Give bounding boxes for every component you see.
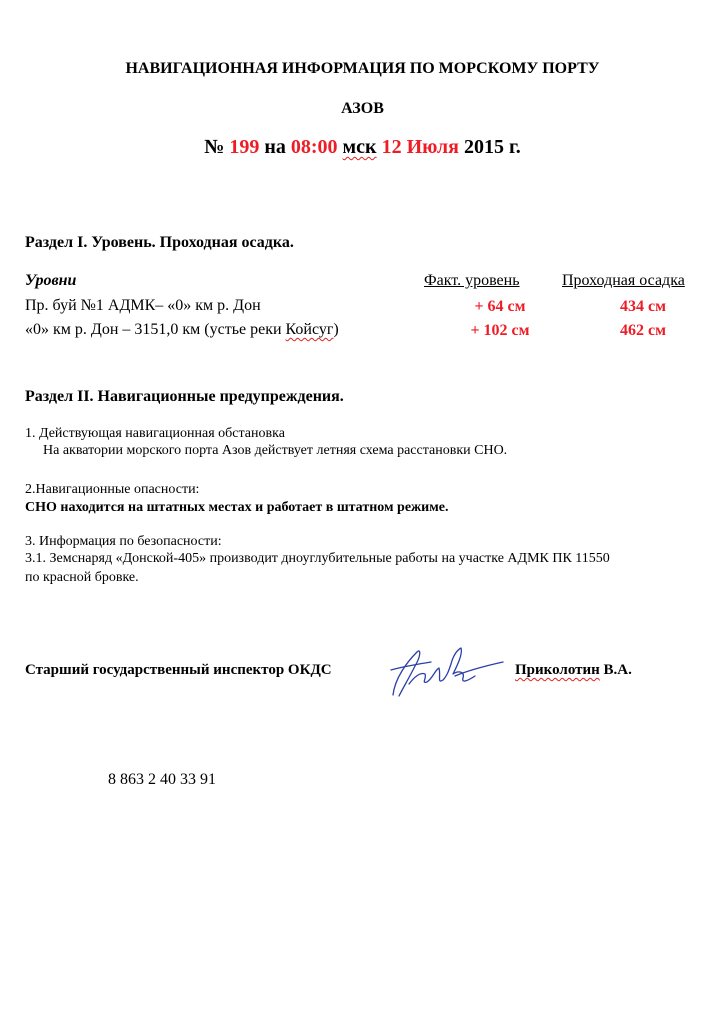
level-row-actual: + 102 см (470, 322, 530, 339)
bulletin-year: 2015 г. (463, 136, 521, 158)
river-name: Койсуг (285, 321, 334, 338)
bulletin-date: 12 Июля (381, 136, 459, 158)
item1-text: На акватории морского порта Азов действует летняя схема расстановки СНО. (43, 443, 508, 458)
signer-initials: В.А. (599, 662, 632, 678)
col-header-levels: Уровни (25, 272, 77, 289)
level-row-draft: 434 см (620, 298, 666, 315)
level-row-label (25, 297, 261, 315)
row-label-close: ) (333, 321, 339, 338)
signer-surname: Приколотин (515, 662, 600, 678)
signer-position: Старший государственный инспектор ОКДС (25, 662, 332, 678)
item2-text: СНО находится на штатных местах и работает в штатном режиме. (25, 500, 449, 515)
item2-title: 2.Навигационные опасности: (25, 482, 200, 497)
contact-phone: 8 863 2 40 33 91 (108, 771, 216, 788)
item1-title: 1. Действующая навигационная обстановка (25, 426, 285, 441)
row-label-text: «0» км р. Дон – 3151,0 км (устье реки (25, 321, 286, 338)
level-row-draft: 462 см (620, 322, 666, 339)
level-row-label (25, 321, 339, 339)
item3-line1: 3.1. Земснаряд «Донской-405» производит дноуглубительные работы на участке АДМК ПК 11550 (25, 551, 610, 566)
section2-title: Раздел II. Навигационные предупреждения. (25, 388, 344, 405)
bulletin-number: 199 (229, 136, 260, 158)
bulletin-number-line (0, 136, 725, 159)
number-sign: № (204, 136, 225, 158)
word-on: на (264, 136, 286, 158)
handwritten-signature (385, 640, 510, 702)
bulletin-time: 08:00 (290, 136, 338, 158)
col-header-actual-level: Факт. уровень (424, 272, 520, 289)
time-zone: мск (342, 136, 377, 158)
row-label-text: Пр. буй №1 АДМК– «0» км р. Дон (25, 297, 261, 314)
col-header-draft: Проходная осадка (562, 272, 685, 289)
signer-name (515, 662, 632, 679)
section1-title: Раздел I. Уровень. Проходная осадка. (25, 234, 294, 251)
item3-title: 3. Информация по безопасности: (25, 534, 222, 549)
doc-title-port: АЗОВ (341, 100, 384, 117)
level-row-actual: + 64 см (474, 298, 526, 315)
doc-title-line1: НАВИГАЦИОННАЯ ИНФОРМАЦИЯ ПО МОРСКОМУ ПОРТУ (125, 60, 600, 77)
item3-line2: по красной бровке. (25, 570, 139, 585)
